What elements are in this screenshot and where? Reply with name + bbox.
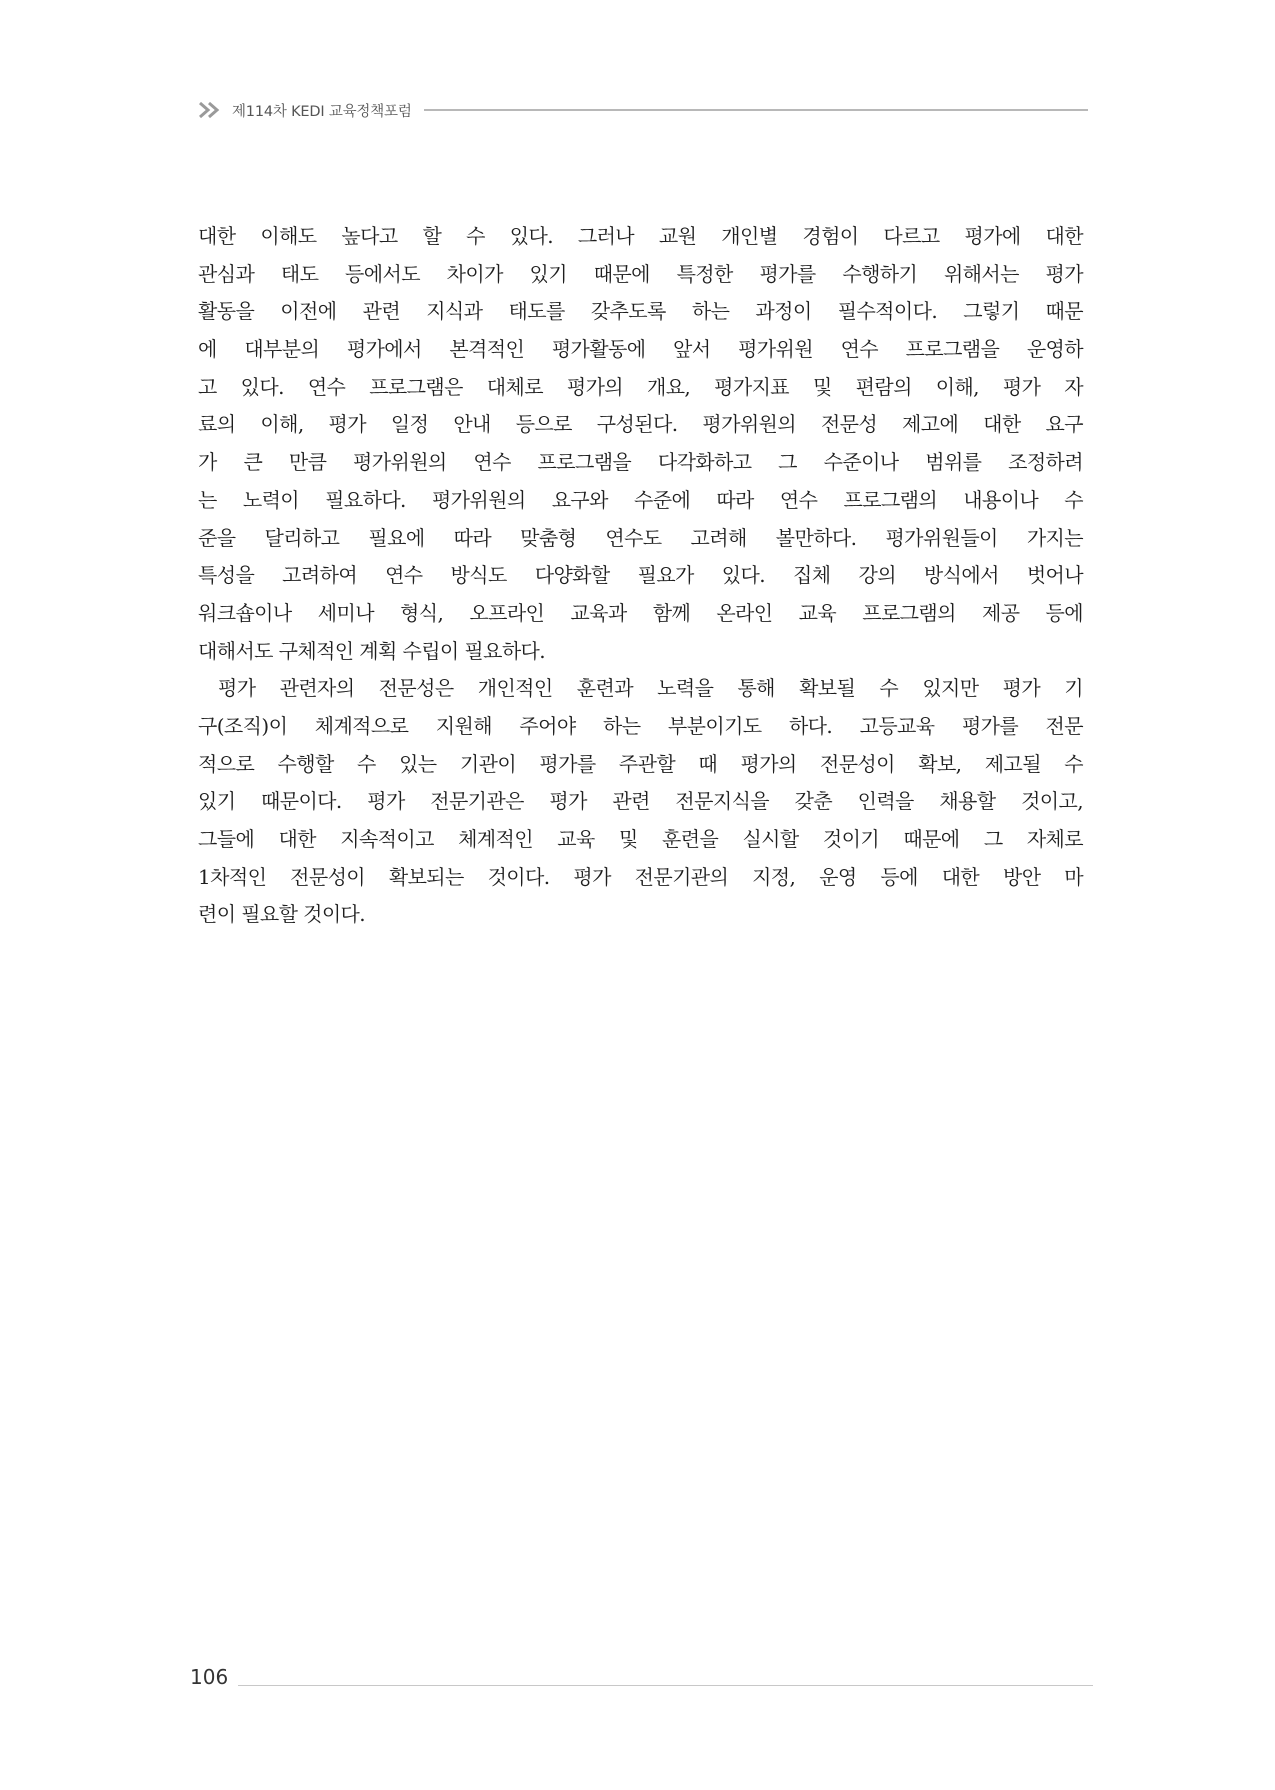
page-footer <box>190 1660 1093 1688</box>
text-line: 료의 이해, 평가 일정 안내 등으로 구성된다. 평가위원의 전문성 제고에 대한 요구 <box>198 412 1083 437</box>
text-line: 관심과 태도 등에서도 차이가 있기 때문에 특정한 평가를 수행하기 위해서는 평가 <box>198 261 1083 286</box>
text-line: 준을 달리하고 필요에 따라 맞춤형 연수도 고려해 볼만하다. 평가위원들이 가지는 <box>198 525 1083 550</box>
text-line: 는 노력이 필요하다. 평가위원의 요구와 수준에 따라 연수 프로그램의 내용이나 수 <box>198 487 1083 512</box>
text-line: 활동을 이전에 관련 지식과 태도를 갖추도록 하는 과정이 필수적이다. 그렇기 때문 <box>198 299 1083 324</box>
header-title: 제114차 KEDI 교육정책포럼 <box>232 103 412 120</box>
text-line: 가 큰 만큼 평가위원의 연수 프로그램을 다각화하고 그 수준이나 범위를 조정하려 <box>198 450 1083 475</box>
text-line: 평가 관련자의 전문성은 개인적인 훈련과 노력을 통해 확보될 수 있지만 평가 기 <box>218 676 1083 701</box>
body-text <box>198 218 1083 934</box>
paragraph <box>198 218 1083 670</box>
text-line: 구(조직)이 체계적으로 지원해 주어야 하는 부분이기도 하다. 고등교육 평가를 전문 <box>198 713 1083 738</box>
text-line: 그들에 대한 지속적이고 체계적인 교육 및 훈련을 실시할 것이기 때문에 그 자체로 <box>198 827 1083 851</box>
text-line: 있기 때문이다. 평가 전문기관은 평가 관련 전문지식을 갖춘 인력을 채용할 것이고, <box>198 789 1083 814</box>
footer-rule <box>238 1685 1093 1686</box>
paragraph <box>198 670 1083 934</box>
text-line: 에 대부분의 평가에서 본격적인 평가활동에 앞서 평가위원 연수 프로그램을 운영하 <box>198 337 1083 362</box>
text-line: 고 있다. 연수 프로그램은 대체로 평가의 개요, 평가지표 및 편람의 이해, 평가 자 <box>198 374 1083 399</box>
running-header <box>198 97 1088 123</box>
text-line: 특성을 고려하여 연수 방식도 다양화할 필요가 있다. 집체 강의 방식에서 벗어나 <box>198 563 1083 588</box>
page-number: 106 <box>190 1665 229 1689</box>
text-line: 대해서도 구체적인 계획 수립이 필요하다. <box>198 638 546 663</box>
header-rule <box>424 109 1088 111</box>
text-line: 련이 필요할 것이다. <box>198 902 366 927</box>
text-line: 대한 이해도 높다고 할 수 있다. 그러나 교원 개인별 경험이 다르고 평가에 대한 <box>198 224 1083 248</box>
text-line: 워크숍이나 세미나 형식, 오프라인 교육과 함께 온라인 교육 프로그램의 제공 등에 <box>198 600 1083 625</box>
double-chevron-right-icon <box>198 101 226 119</box>
text-line: 적으로 수행할 수 있는 기관이 평가를 주관할 때 평가의 전문성이 확보, 제고될 수 <box>198 751 1083 776</box>
text-line: 1차적인 전문성이 확보되는 것이다. 평가 전문기관의 지정, 운영 등에 대한 방안 마 <box>198 864 1083 889</box>
